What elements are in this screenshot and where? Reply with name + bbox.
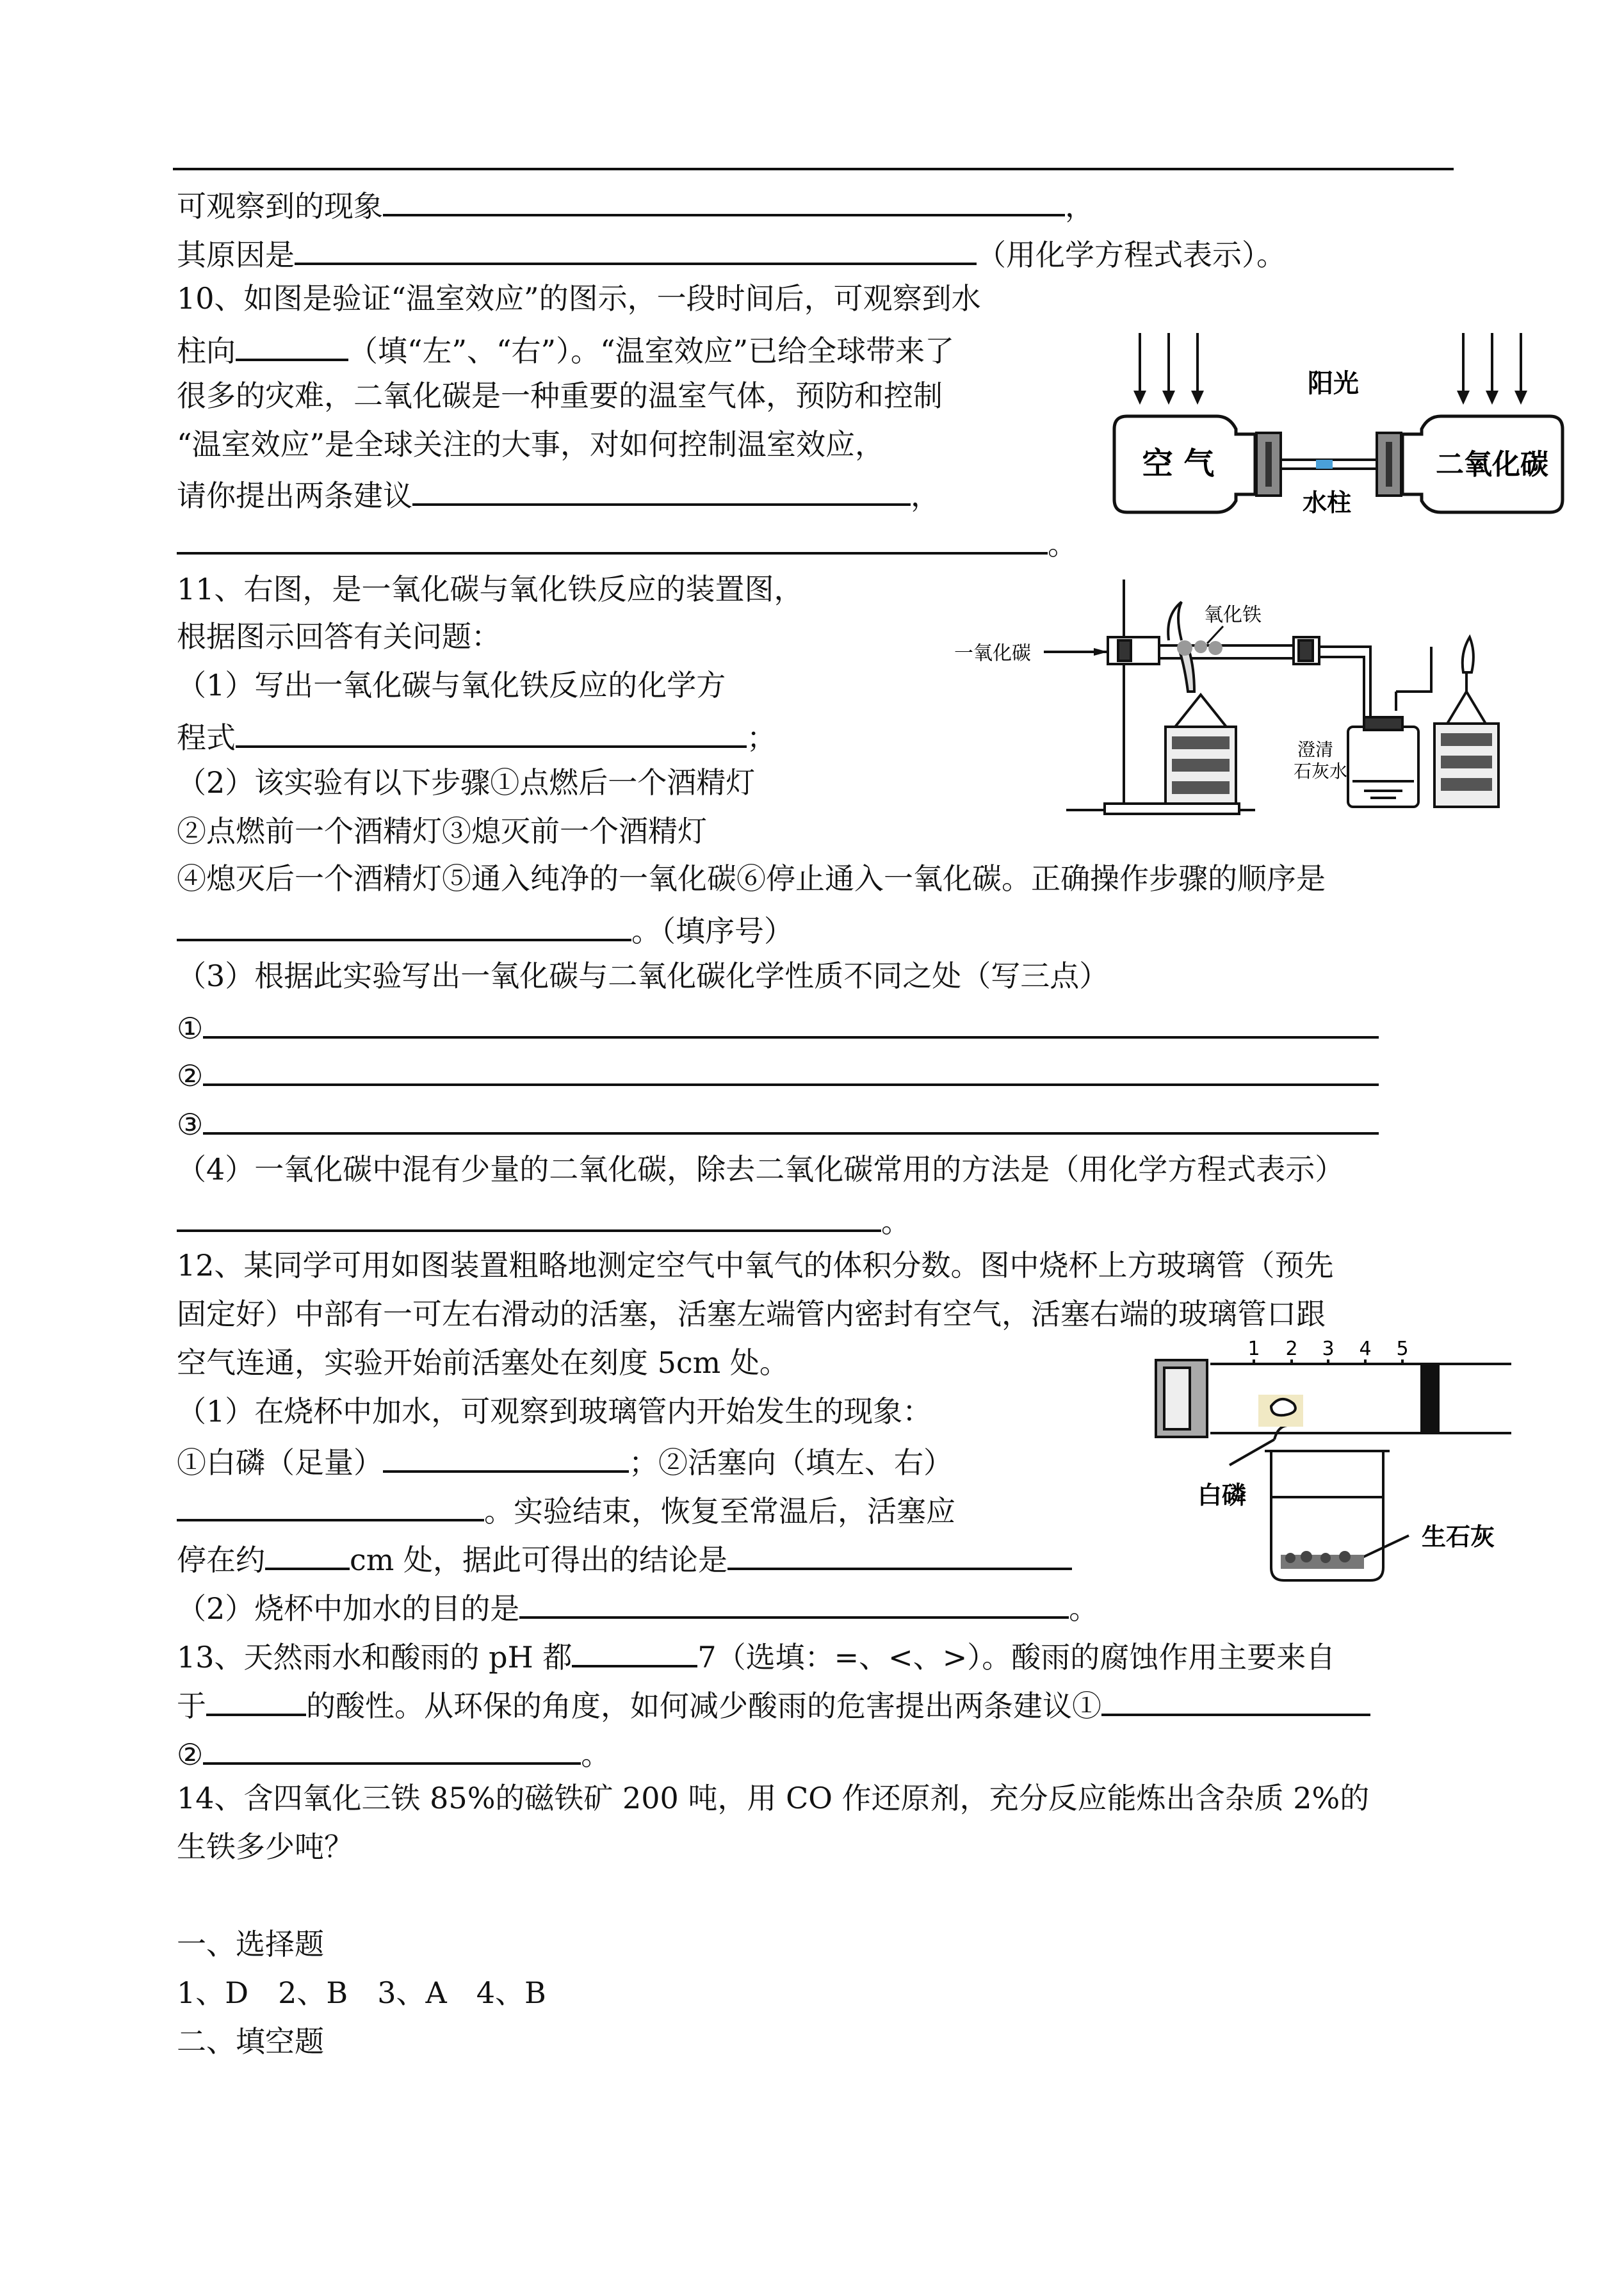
tick-3: 3	[1322, 1338, 1335, 1360]
blank[interactable]	[295, 232, 977, 265]
q14-line1: 14、含四氧化三铁 85%的磁铁矿 200 吨，用 CO 作还原剂，充分反应能炼出含杂质 2%的	[177, 1781, 1370, 1815]
q10-line3: 很多的灾难，二氧化碳是一种重要的温室气体，预防和控制	[177, 378, 943, 413]
iron-oxide-label: 氧化铁	[1204, 604, 1262, 626]
top-rule	[173, 168, 1454, 170]
oxygen-measure-figure	[1153, 1337, 1511, 1593]
q11-line5: （2）该实验有以下步骤①点燃后一个酒精灯	[177, 765, 756, 800]
answer-heading-fill: 二、填空题	[177, 2024, 324, 2059]
blank[interactable]	[177, 908, 631, 941]
air-label: 空 气	[1142, 446, 1215, 482]
blank[interactable]	[177, 521, 1048, 555]
q11-line13: （4）一氧化碳中混有少量的二氧化碳，除去二氧化碳常用的方法是（用化学方程式表示）	[177, 1152, 1345, 1187]
blank[interactable]	[206, 1683, 306, 1716]
q11-line7: ④熄灭后一个酒精灯⑤通入纯净的一氧化碳⑥停止通入一氧化碳。正确操作步骤的顺序是	[177, 861, 1326, 896]
q10-line1: 10、如图是验证“温室效应”的图示，一段时间后，可观察到水	[177, 281, 981, 316]
q12-line5: ①白磷（足量） ；②活塞向（填左、右）	[177, 1439, 953, 1482]
blank[interactable]	[383, 183, 1065, 216]
q12-line6: 。实验结束，恢复至常温后，活塞应	[177, 1488, 955, 1530]
water-column-label: 水柱	[1302, 489, 1352, 517]
tick-1: 1	[1247, 1338, 1260, 1360]
blank[interactable]	[177, 1199, 881, 1232]
q12-line1: 12、某同学可用如图装置粗略地测定空气中氧气的体积分数。图中烧杯上方玻璃管（预先	[177, 1248, 1334, 1283]
blank[interactable]	[203, 1005, 1379, 1039]
q11-line9: （3）根据此实验写出一氧化碳与二氧化碳化学性质不同之处（写三点）	[177, 959, 1109, 993]
answer-heading-choice: 一、选择题	[177, 1927, 324, 1961]
q13-line2: 于 的酸性。从环保的角度，如何减少酸雨的危害提出两条建议①	[177, 1683, 1370, 1725]
white-phosphorus-label: 白磷	[1198, 1481, 1247, 1509]
line-reason: 其原因是 （用化学方程式表示）。	[177, 232, 1286, 274]
blank[interactable]	[177, 1488, 484, 1521]
sunlight-label: 阳光	[1308, 369, 1359, 398]
co2-label: 二氧化碳	[1436, 448, 1548, 481]
tick-5: 5	[1396, 1338, 1409, 1360]
blank[interactable]	[203, 1053, 1379, 1086]
blank[interactable]	[203, 1731, 581, 1765]
q10-line2: 柱向 （填“左”、“右”）。“温室效应”已给全球带来了	[177, 328, 954, 370]
blank[interactable]	[203, 1101, 1379, 1135]
co-reduction-figure	[954, 576, 1511, 820]
q11-line2: 根据图示回答有关问题：	[177, 619, 501, 654]
q11-line12: ③	[177, 1101, 1379, 1144]
answer-choice-list: 1、D 2、B 3、A 4、B	[177, 1975, 546, 2010]
blank[interactable]	[236, 328, 348, 361]
q11-line4: 程式 ；	[177, 715, 776, 757]
quicklime-label: 生石灰	[1422, 1523, 1495, 1551]
q11-line10: ①	[177, 1005, 1379, 1048]
limewater-label-1: 澄清	[1297, 739, 1334, 760]
q11-line1: 11、右图，是一氧化碳与氧化铁反应的装置图，	[177, 572, 804, 606]
blank[interactable]	[236, 715, 747, 748]
q10-line5: 请你提出两条建议 ，	[177, 473, 940, 515]
greenhouse-figure	[1108, 320, 1569, 525]
blank[interactable]	[1101, 1683, 1370, 1716]
q10-line6: 。	[177, 521, 1077, 564]
co-label: 一氧化碳	[954, 642, 1031, 665]
q11-line14: 。	[177, 1199, 911, 1241]
q12-line7: 停在约 cm 处，据此可得出的结论是	[177, 1537, 1072, 1579]
q12-line8: （2）烧杯中加水的目的是 。	[177, 1585, 1098, 1628]
blank[interactable]	[727, 1537, 1072, 1570]
q10-line4: “温室效应”是全球关注的大事，对如何控制温室效应，	[177, 427, 885, 462]
q12-line2: 固定好）中部有一可左右滑动的活塞，活塞左端管内密封有空气，活塞右端的玻璃管口跟	[177, 1297, 1326, 1331]
q12-line3: 空气连通，实验开始前活塞处在刻度 5cm 处。	[177, 1345, 789, 1380]
oxygen-measure-apparatus	[1153, 1337, 1511, 1593]
limewater-label-2: 石灰水	[1294, 761, 1348, 782]
q13-line1: 13、天然雨水和酸雨的 pH 都 7（选填：=、<、>）。酸雨的腐蚀作用主要来自	[177, 1634, 1335, 1676]
blank[interactable]	[383, 1439, 629, 1473]
q11-line11: ②	[177, 1053, 1379, 1095]
blank[interactable]	[265, 1537, 350, 1570]
greenhouse-diagram	[1108, 320, 1569, 525]
q11-line6: ②点燃前一个酒精灯③熄灭前一个酒精灯	[177, 814, 707, 848]
blank[interactable]	[412, 473, 911, 506]
co-reduction-apparatus	[954, 576, 1511, 820]
q11-line8: 。（填序号）	[177, 908, 793, 950]
line-phenomenon: 可观察到的现象 ，	[177, 183, 1094, 225]
q12-line4: （1）在烧杯中加水，可观察到玻璃管内开始发生的现象：	[177, 1394, 932, 1429]
tick-2: 2	[1285, 1338, 1298, 1360]
blank[interactable]	[519, 1585, 1069, 1619]
q11-line3: （1）写出一氧化碳与氧化铁反应的化学方	[177, 668, 726, 702]
q13-line3: ② 。	[177, 1731, 610, 1774]
q14-line2: 生铁多少吨？	[177, 1829, 353, 1864]
tick-4: 4	[1359, 1338, 1372, 1360]
blank[interactable]	[572, 1634, 697, 1667]
